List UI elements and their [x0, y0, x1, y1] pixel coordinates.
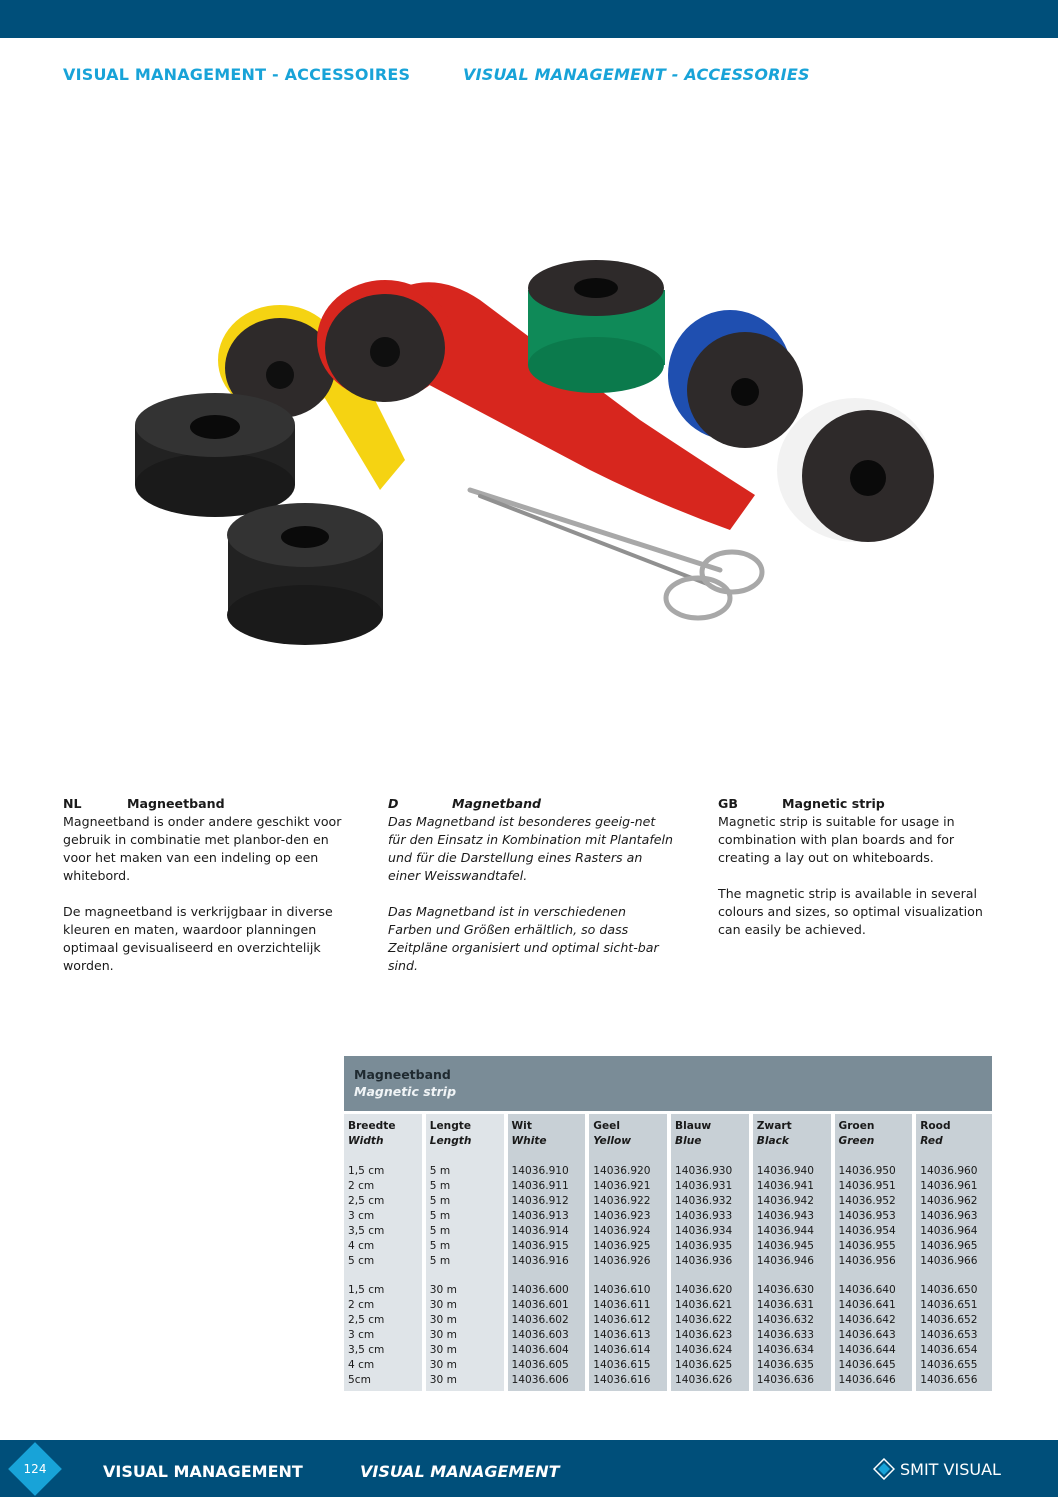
table-cell: 2 cm: [348, 1299, 375, 1311]
table-cell: 14036.654: [920, 1344, 978, 1356]
table-cell: 14036.653: [920, 1329, 978, 1341]
table-cell: 5cm: [348, 1374, 371, 1386]
description-nl: [63, 795, 348, 975]
table-cell: 14036.931: [675, 1180, 733, 1192]
lang-code: NL: [63, 796, 82, 811]
column-header-en: Blue: [675, 1135, 702, 1147]
table-cell: 14036.610: [593, 1284, 651, 1296]
table-cell: 14036.625: [675, 1359, 733, 1371]
table-cell: 14036.623: [675, 1329, 733, 1341]
description-paragraph: Magnetic strip is suitable for usage in combination with plan boards and for creating a lay out on whiteboards.: [718, 814, 955, 865]
table-cell: 14036.932: [675, 1195, 733, 1207]
description-paragraph: Das Magnetband ist besonderes geeig-net für den Einsatz in Kombination mit Plantafeln und für die Darstellung eines Rasters an einer Weisswandtafel.: [388, 814, 673, 883]
table-cell: 2,5 cm: [348, 1314, 385, 1326]
table-cell: 14036.934: [675, 1225, 733, 1237]
table-cell: 4 cm: [348, 1240, 375, 1252]
description-title: Magnetband: [452, 796, 542, 811]
table-cell: 14036.633: [756, 1329, 815, 1341]
lang-code: GB: [718, 796, 738, 811]
column-header-nl: Wit: [511, 1120, 532, 1132]
footer-title-nl: VISUAL MANAGEMENT: [103, 1462, 303, 1481]
description-paragraph: Das Magnetband ist in verschiedenen Farben und Größen erhältlich, so dass Zeitpläne organisiert und optimal sicht-bar sind.: [388, 904, 659, 973]
table-cell: 14036.930: [675, 1165, 733, 1177]
table-cell: 14036.920: [593, 1165, 651, 1177]
table-cell: 14036.953: [838, 1210, 896, 1222]
table-cell: 14036.624: [675, 1344, 733, 1356]
table-cell: 14036.961: [920, 1180, 978, 1192]
table-title-en: Magnetic strip: [354, 1084, 457, 1099]
table-cell: 14036.941: [756, 1180, 815, 1192]
table-cell: 14036.645: [838, 1359, 896, 1371]
table-cell: 14036.910: [511, 1165, 569, 1177]
table-cell: 14036.640: [838, 1284, 896, 1296]
table-cell: 14036.611: [593, 1299, 651, 1311]
product-table: [344, 1056, 992, 1391]
column-header-en: Yellow: [593, 1135, 632, 1147]
table-column: [426, 1114, 504, 1391]
table-cell: 30 m: [429, 1329, 457, 1341]
table-cell: 14036.602: [511, 1314, 569, 1326]
table-cell: 5 m: [429, 1210, 451, 1222]
column-header-nl: Geel: [593, 1120, 620, 1132]
column-header-nl: Lengte: [429, 1120, 472, 1132]
column-header-nl: Zwart: [756, 1120, 792, 1132]
column-header-nl: Groen: [838, 1120, 875, 1132]
table-column: [508, 1114, 586, 1391]
table-cell: 14036.604: [511, 1344, 569, 1356]
table-cell: 14036.616: [593, 1374, 651, 1386]
table-cell: 5 cm: [348, 1255, 375, 1267]
table-cell: 14036.622: [675, 1314, 733, 1326]
table-cell: 14036.945: [756, 1240, 815, 1252]
table-cell: 30 m: [429, 1359, 457, 1371]
table-cell: 14036.943: [756, 1210, 815, 1222]
page-number: 124: [23, 1462, 47, 1476]
table-column: [835, 1114, 913, 1391]
lang-code: D: [388, 796, 399, 811]
table-cell: 14036.924: [593, 1225, 651, 1237]
table-cell: 14036.631: [756, 1299, 815, 1311]
heading-en: VISUAL MANAGEMENT - ACCESSORIES: [463, 65, 810, 84]
table-cell: 14036.642: [838, 1314, 896, 1326]
table-column: [344, 1114, 422, 1391]
column-header-nl: Breedte: [348, 1120, 396, 1132]
table-cell: 3,5 cm: [348, 1344, 385, 1356]
table-cell: 14036.634: [756, 1344, 815, 1356]
table-cell: 14036.952: [838, 1195, 896, 1207]
table-cell: 14036.936: [675, 1255, 733, 1267]
table-cell: 14036.914: [511, 1225, 569, 1237]
table-cell: 14036.935: [675, 1240, 733, 1252]
table-cell: 14036.644: [838, 1344, 896, 1356]
table-cell: 3,5 cm: [348, 1225, 385, 1237]
brand-name: SMIT VISUAL: [900, 1459, 1001, 1479]
table-cell: 1,5 cm: [348, 1165, 385, 1177]
table-cell: 14036.606: [511, 1374, 569, 1386]
table-cell: 2 cm: [348, 1180, 375, 1192]
table-cell: 14036.965: [920, 1240, 978, 1252]
table-cell: 3 cm: [348, 1329, 375, 1341]
column-header-en: Red: [920, 1135, 943, 1147]
table-cell: 14036.925: [593, 1240, 651, 1252]
column-header-en: Black: [756, 1135, 789, 1147]
table-cell: 3 cm: [348, 1210, 375, 1222]
description-gb: [718, 795, 1008, 939]
table-cell: 14036.650: [920, 1284, 978, 1296]
column-header-en: Green: [838, 1135, 875, 1147]
column-header-en: Width: [348, 1135, 384, 1147]
table-cell: 14036.942: [756, 1195, 815, 1207]
table-cell: 14036.923: [593, 1210, 651, 1222]
footer-title-en: VISUAL MANAGEMENT: [360, 1462, 560, 1481]
table-cell: 14036.966: [920, 1255, 978, 1267]
table-cell: 14036.603: [511, 1329, 569, 1341]
column-header-nl: Blauw: [675, 1120, 712, 1132]
table-cell: 14036.912: [511, 1195, 569, 1207]
description-nl-heading: [63, 795, 348, 813]
table-cell: 14036.636: [756, 1374, 815, 1386]
table-cell: 5 m: [429, 1165, 451, 1177]
table-cell: 14036.635: [756, 1359, 815, 1371]
table-cell: 14036.646: [838, 1374, 896, 1386]
table-cell: 14036.963: [920, 1210, 978, 1222]
table-cell: 14036.632: [756, 1314, 815, 1326]
description-paragraph: De magneetband is verkrijgbaar in diverse kleuren en maten, waardoor planningen optimaal gevisualiseerd en overzichtelijk worden.: [63, 904, 333, 973]
table-cell: 30 m: [429, 1374, 457, 1386]
table-cell: 14036.605: [511, 1359, 569, 1371]
table-cell: 14036.921: [593, 1180, 651, 1192]
table-column: [916, 1114, 992, 1391]
description-title: Magnetic strip: [782, 796, 885, 811]
table-cell: 30 m: [429, 1314, 457, 1326]
table-column: [671, 1114, 749, 1391]
column-header-en: White: [511, 1135, 547, 1147]
table-cell: 1,5 cm: [348, 1284, 385, 1296]
table-cell: 14036.951: [838, 1180, 896, 1192]
table-cell: 14036.916: [511, 1255, 569, 1267]
brand-logo: [873, 1458, 1001, 1480]
table-cell: 14036.940: [756, 1165, 815, 1177]
table-cell: 14036.955: [838, 1240, 896, 1252]
table-cell: 5 m: [429, 1180, 451, 1192]
table-cell: 14036.656: [920, 1374, 978, 1386]
description-paragraph: Magneetband is onder andere geschikt voor gebruik in combinatie met planbor-den en voor het maken van een indeling op een whitebord.: [63, 814, 342, 883]
description-paragraph: The magnetic strip is available in several colours and sizes, so optimal visualization can easily be achieved.: [718, 886, 983, 937]
table-cell: 14036.655: [920, 1359, 978, 1371]
description-gb-heading: [718, 795, 1008, 813]
table-cell: 5 m: [429, 1195, 451, 1207]
description-de-heading: [388, 795, 673, 813]
table-cell: 30 m: [429, 1284, 457, 1296]
table-cell: 14036.601: [511, 1299, 569, 1311]
top-bar: [0, 0, 1058, 38]
table-cell: 14036.950: [838, 1165, 896, 1177]
heading-nl: VISUAL MANAGEMENT - ACCESSOIRES: [63, 65, 411, 84]
table-cell: 14036.922: [593, 1195, 651, 1207]
table-cell: 14036.652: [920, 1314, 978, 1326]
table-title-nl: Magneetband: [354, 1067, 451, 1082]
table-cell: 14036.643: [838, 1329, 896, 1341]
table-column: [753, 1114, 831, 1391]
table-cell: 14036.626: [675, 1374, 733, 1386]
table-cell: 30 m: [429, 1299, 457, 1311]
table-columns: [344, 1114, 992, 1391]
table-cell: 14036.960: [920, 1165, 978, 1177]
description-title: Magneetband: [127, 796, 225, 811]
table-column: [589, 1114, 667, 1391]
table-cell: 4 cm: [348, 1359, 375, 1371]
product-photo: [120, 240, 960, 660]
column-header-nl: Rood: [920, 1120, 951, 1132]
table-cell: 14036.944: [756, 1225, 815, 1237]
table-cell: 14036.964: [920, 1225, 978, 1237]
table-cell: 14036.600: [511, 1284, 569, 1296]
table-cell: 14036.613: [593, 1329, 651, 1341]
column-header-en: Length: [429, 1135, 472, 1147]
table-title: [344, 1056, 992, 1114]
table-cell: 14036.915: [511, 1240, 569, 1252]
table-cell: 14036.651: [920, 1299, 978, 1311]
table-cell: 14036.621: [675, 1299, 733, 1311]
table-cell: 14036.620: [675, 1284, 733, 1296]
table-cell: 14036.911: [511, 1180, 569, 1192]
smit-visual-logo-icon: [873, 1458, 895, 1480]
table-cell: 14036.913: [511, 1210, 569, 1222]
table-cell: 5 m: [429, 1225, 451, 1237]
table-cell: 5 m: [429, 1255, 451, 1267]
table-cell: 14036.933: [675, 1210, 733, 1222]
table-cell: 14036.630: [756, 1284, 815, 1296]
description-de: [388, 795, 673, 975]
table-cell: 5 m: [429, 1240, 451, 1252]
table-cell: 2,5 cm: [348, 1195, 385, 1207]
table-cell: 30 m: [429, 1344, 457, 1356]
table-cell: 14036.615: [593, 1359, 651, 1371]
table-cell: 14036.926: [593, 1255, 651, 1267]
table-cell: 14036.641: [838, 1299, 896, 1311]
table-cell: 14036.956: [838, 1255, 896, 1267]
table-cell: 14036.946: [756, 1255, 815, 1267]
table-cell: 14036.954: [838, 1225, 896, 1237]
table-cell: 14036.614: [593, 1344, 651, 1356]
table-cell: 14036.612: [593, 1314, 651, 1326]
table-cell: 14036.962: [920, 1195, 978, 1207]
